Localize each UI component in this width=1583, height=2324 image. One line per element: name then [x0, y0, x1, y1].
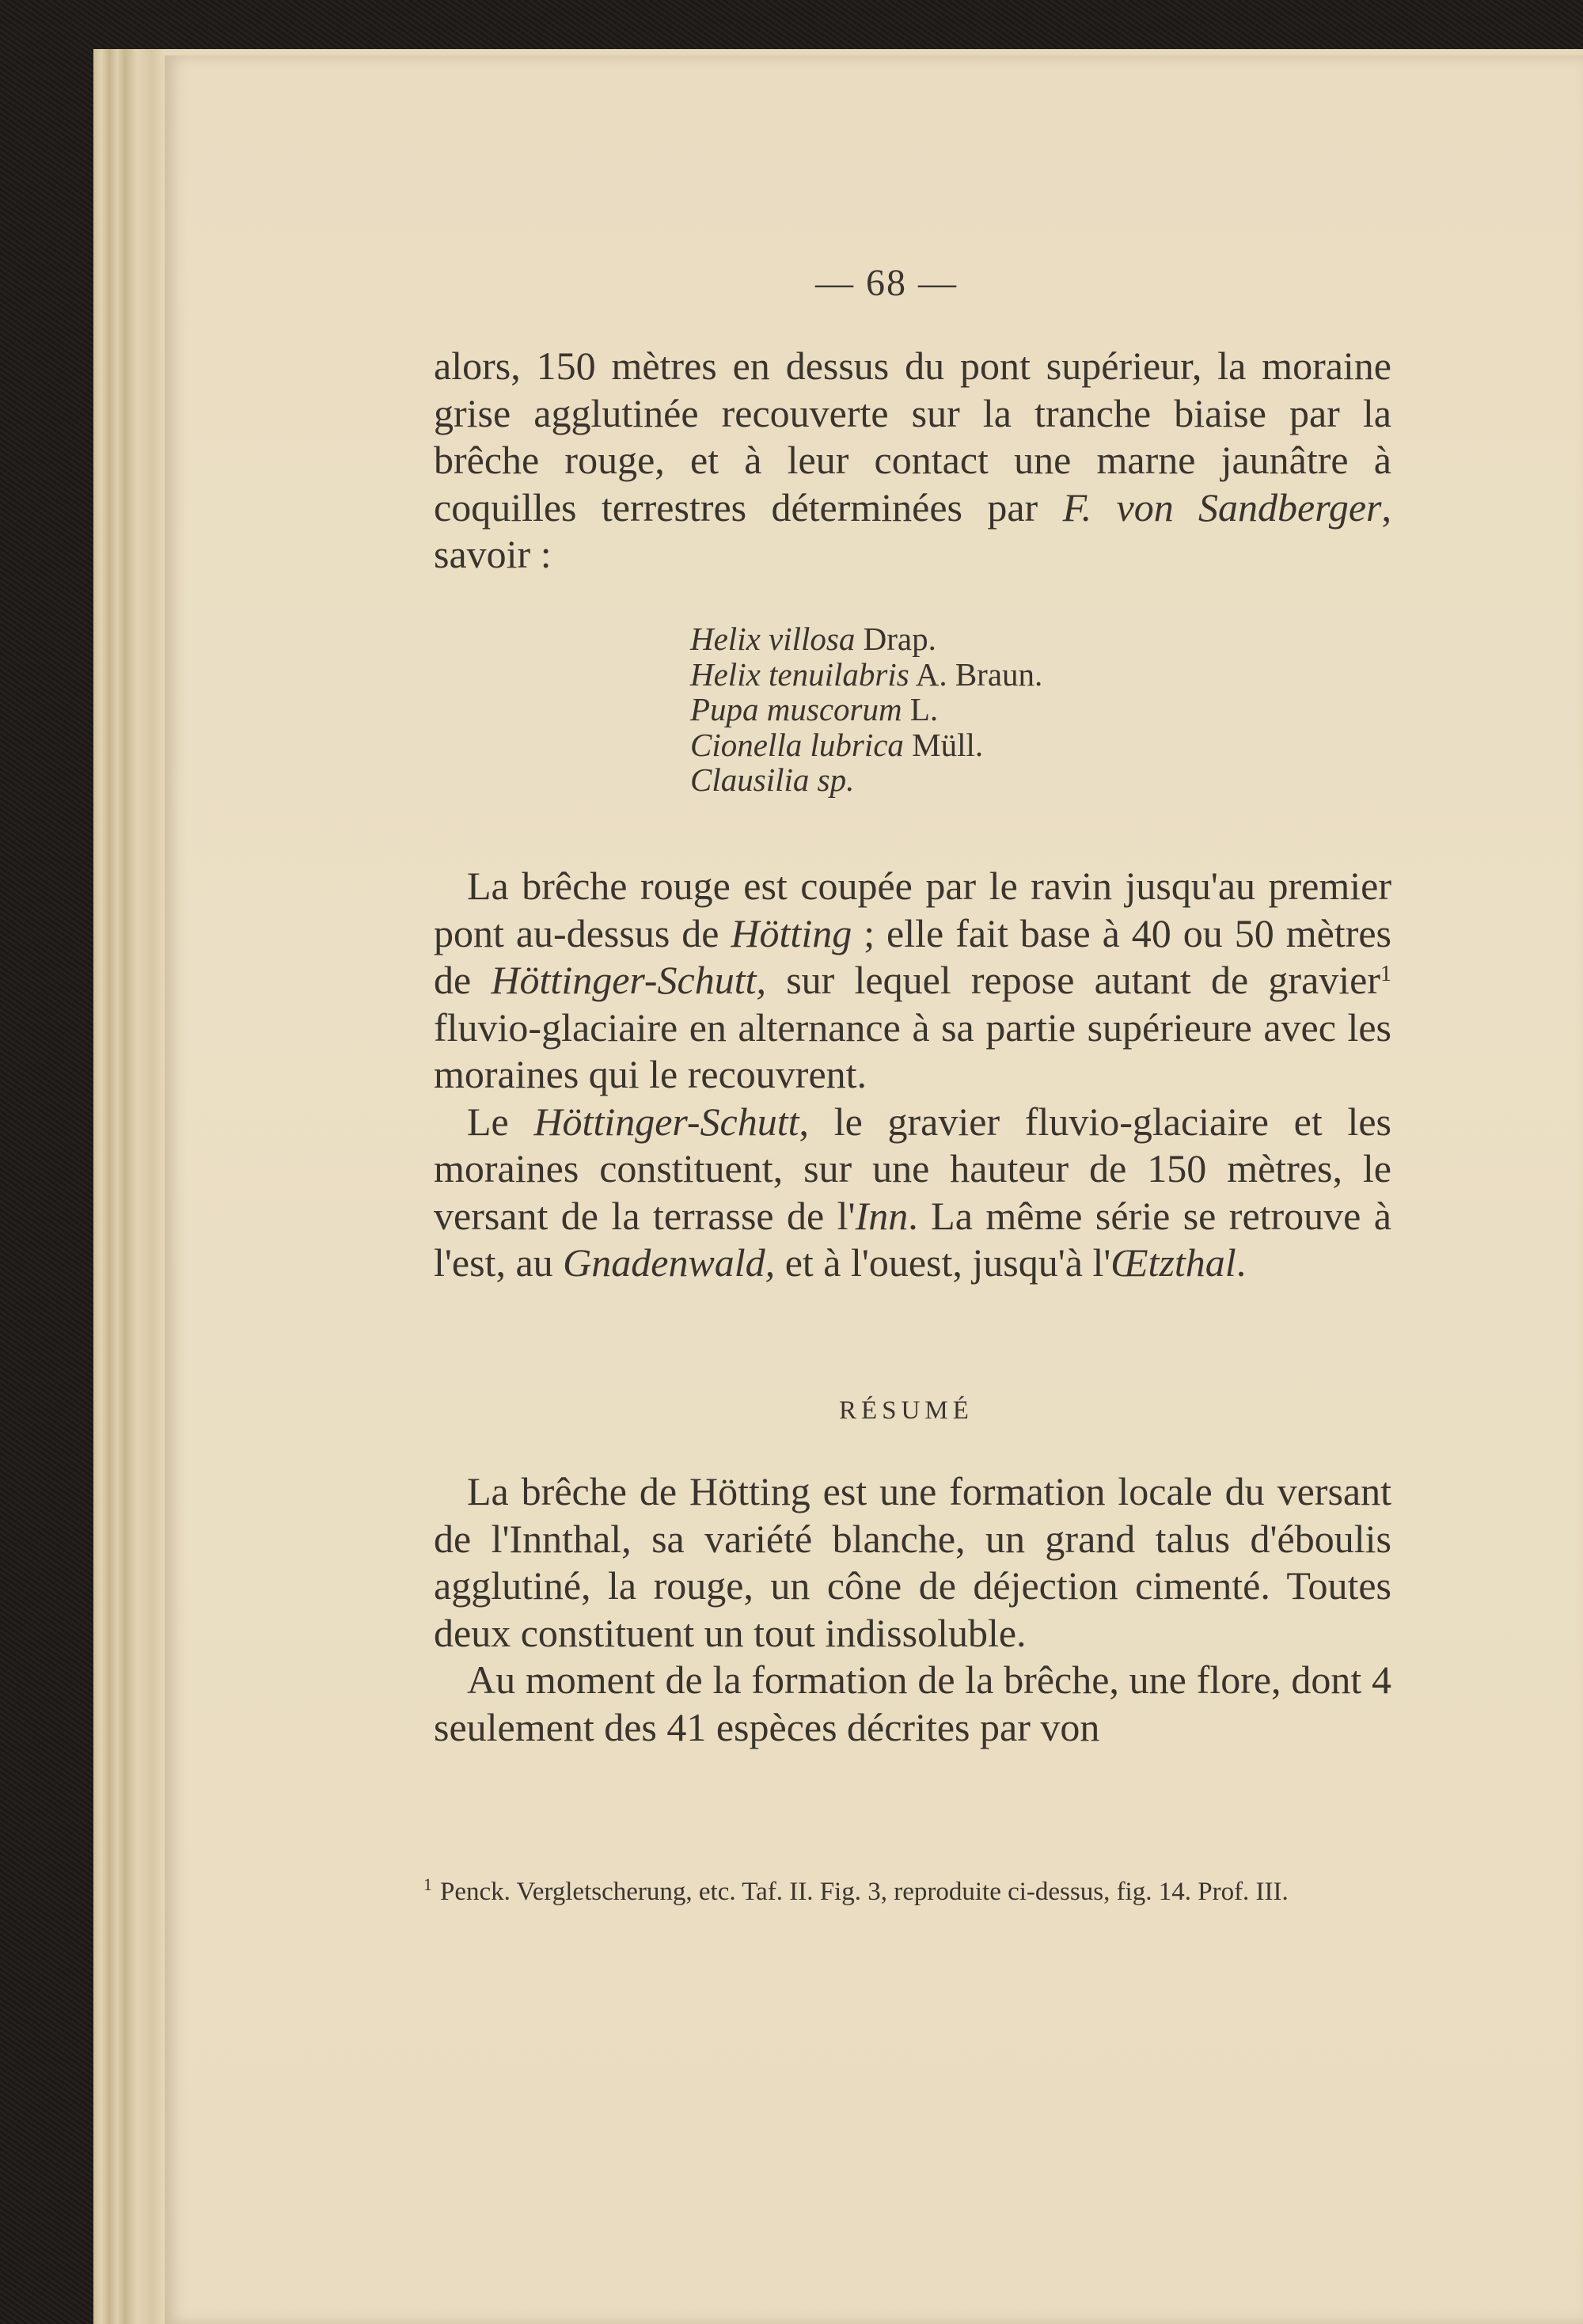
para3-text: . La même série se retrouve à l'est, au: [434, 1193, 1391, 1285]
species-list: [690, 621, 1042, 798]
footnote-text: Penck. Vergletscherung, etc. Taf. II. Fig. 3, reproduite ci-dessus, fig. 14. Prof. III.: [440, 1878, 1289, 1906]
species-name: Helix tenuilabris: [690, 655, 909, 693]
species-item: [690, 657, 1042, 693]
species-item: [690, 727, 1042, 763]
summary-paragraphs: [434, 1468, 1391, 1751]
footnote: [423, 1870, 1391, 1906]
place-name: Inn: [855, 1193, 909, 1238]
para2-text: ; elle fait base à 40 ou 50 mètres de: [434, 910, 1391, 1002]
para2-text: sur lequel repose autant de gravier: [765, 958, 1380, 1002]
para3-text: Le: [467, 1099, 534, 1144]
author-name: F. von Sandberger: [1062, 484, 1382, 530]
place-name: Œtzthal: [1110, 1240, 1236, 1285]
para3-text: .: [1236, 1240, 1247, 1285]
footnote-reference: 1: [1380, 962, 1391, 986]
para1-text-end: , savoir :: [434, 484, 1392, 576]
species-name: Helix villosa: [690, 621, 856, 657]
para3-text: et à l'ouest, jusqu'à l': [775, 1240, 1111, 1285]
species-item: [690, 692, 1042, 727]
paragraph-2: [434, 863, 1391, 1099]
species-name: Pupa muscorum: [690, 691, 902, 727]
species-name: Cionella lubrica: [690, 726, 904, 763]
species-item: [690, 762, 1042, 798]
species-item: [690, 621, 1042, 657]
section-heading: RÉSUMÉ: [839, 1396, 974, 1425]
para2-text: fluvio-glaciaire en alternance à sa partie supérieure avec les moraines qui le recouvrent.: [434, 1004, 1391, 1096]
species-name: Clausilia sp.: [690, 761, 855, 798]
place-name: Hötting: [731, 910, 852, 955]
paragraph-3: [434, 1099, 1391, 1287]
paragraph-1: [434, 343, 1391, 579]
place-name: Gnadenwald,: [563, 1240, 776, 1285]
paragraph-4: La brêche de Hötting est une formation locale du versant de l'Innthal, sa variété blanche, un grand talus d'éboulis agglutiné, la rouge, un cône de déjection cimenté. Toutes deux constituent un tout indissoluble.: [434, 1469, 1391, 1655]
paragraph-5: Au moment de la formation de la brêche, une flore, dont 4 seulement des 41 espèces décrites par von: [434, 1658, 1391, 1749]
place-name: Höttinger-Schutt,: [491, 958, 766, 1002]
species-authority: Müll.: [903, 726, 984, 763]
body-paragraphs: [434, 863, 1391, 1287]
para3-text: , le gravier fluvio-glaciaire et les moraines constituent, sur une hauteur de 150 mètres, le versant de la terrasse de l': [434, 1099, 1392, 1238]
footnote-mark: 1: [423, 1874, 432, 1894]
species-authority: L.: [902, 691, 939, 727]
species-authority: Drap.: [855, 621, 936, 657]
species-authority: A. Braun.: [909, 655, 1043, 693]
page-number: — 68 —: [815, 262, 958, 304]
para1-text: alors, 150 mètres en dessus du pont supérieur, la moraine grise agglutinée recouverte sur la tranche biaise par la brêche rouge, et à leur contact une marne jaunâtre à coquilles terrestres déterminées par: [434, 344, 1391, 530]
para2-text: La brêche rouge est coupée par le ravin jusqu'au premier pont au-dessus de: [434, 864, 1391, 955]
place-name: Höttinger-Schutt: [533, 1099, 799, 1144]
